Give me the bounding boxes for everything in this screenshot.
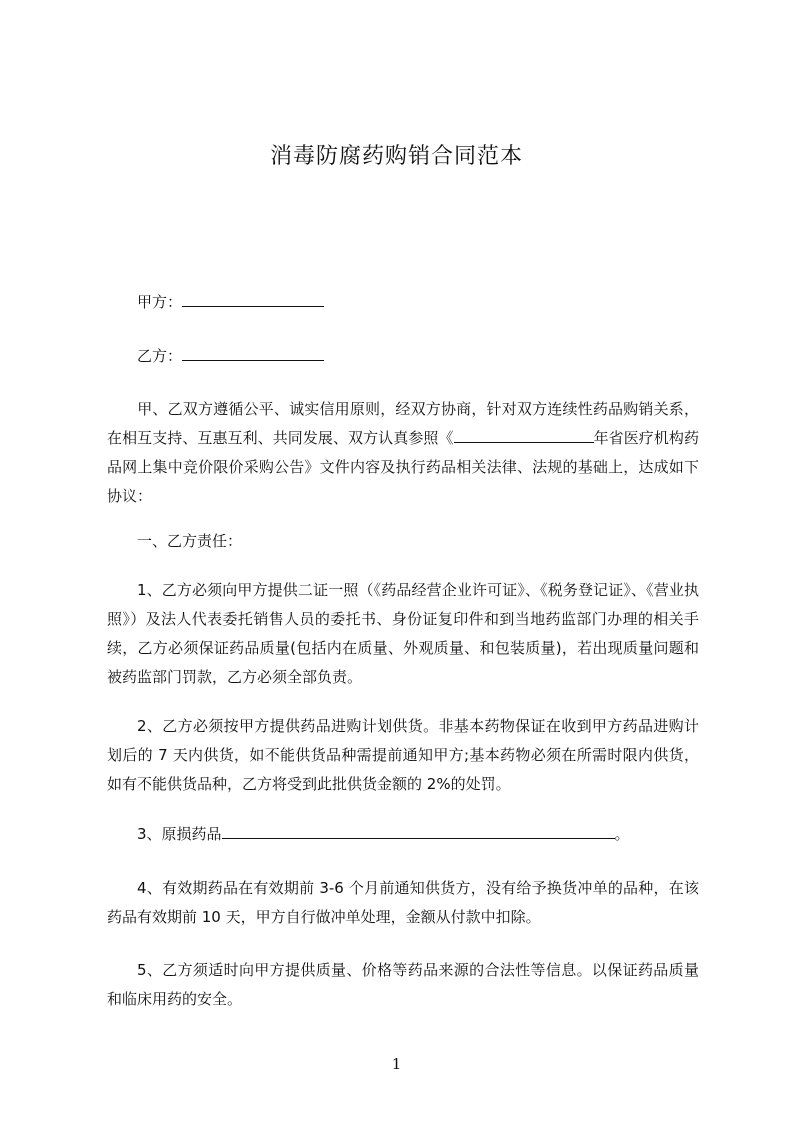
clause-3-label: 3、原损药品 xyxy=(137,825,222,843)
clause-1-text: 1、乙方必须向甲方提供二证一照（《药品经营企业许可证》、《税务登记证》、《营业执照》）及法人代表委托销售人员的委托书、身份证复印件和到当地药监部门办理的相关手续，乙方必须保证药品质量(包括内在质量、外观质量、和包装质量)，若出现质量问题和被药监部门罚款，乙方必须全部负责。 xyxy=(107,581,699,686)
clause-3-blank xyxy=(222,823,615,839)
clause-5-text: 5、乙方须适时向甲方提供质量、价格等药品来源的合法性等信息。以保证药品质量和临床用药的安全。 xyxy=(107,961,699,1008)
clause-1 xyxy=(107,576,699,692)
page-number: 1 xyxy=(391,1055,402,1073)
reference-blank xyxy=(454,427,594,443)
section1-heading: 一、乙方责任： xyxy=(137,532,243,550)
clause-4-text: 4、有效期药品在有效期前 3-6 个月前通知供货方，没有给予换货冲单的品种，在该药品有效期前 10 天，甲方自行做冲单处理，金额从付款中扣除。 xyxy=(107,879,699,926)
party-b-blank xyxy=(182,345,324,361)
clause-5 xyxy=(107,956,699,1014)
party-a-blank xyxy=(182,291,324,307)
party-a-line xyxy=(137,291,324,312)
clause-2 xyxy=(107,712,699,799)
clause-3-end: 。 xyxy=(614,825,630,843)
intro-text-part2: 年省医疗机构药品网上集中竞价限价采购公告》文件内容及执行药品相关法律、法规的基础上，达成如下协议： xyxy=(107,429,699,505)
clause-2-text: 2、乙方必须按甲方提供药品进购计划供货。非基本药物保证在收到甲方药品进购计划后的 7 天内供货，如不能供货品种需提前通知甲方;基本药物必须在所需时限内供货，如有不能供货品种，乙方将受到此批供货金额的 2%的处罚。 xyxy=(107,717,699,793)
document-title: 消毒防腐药购销合同范本 xyxy=(269,144,523,169)
party-b-label: 乙方： xyxy=(137,347,183,365)
intro-paragraph xyxy=(107,395,699,511)
clause-3 xyxy=(137,823,630,844)
intro-text-part1: 甲、乙双方遵循公平、诚实信用原则，经双方协商，针对双方连续性药品购销关系，在相互支持、互惠互利、共同发展、双方认真参照《 xyxy=(107,400,699,447)
clause-4 xyxy=(107,874,699,932)
party-b-line xyxy=(137,345,324,366)
party-a-label: 甲方： xyxy=(137,293,183,311)
